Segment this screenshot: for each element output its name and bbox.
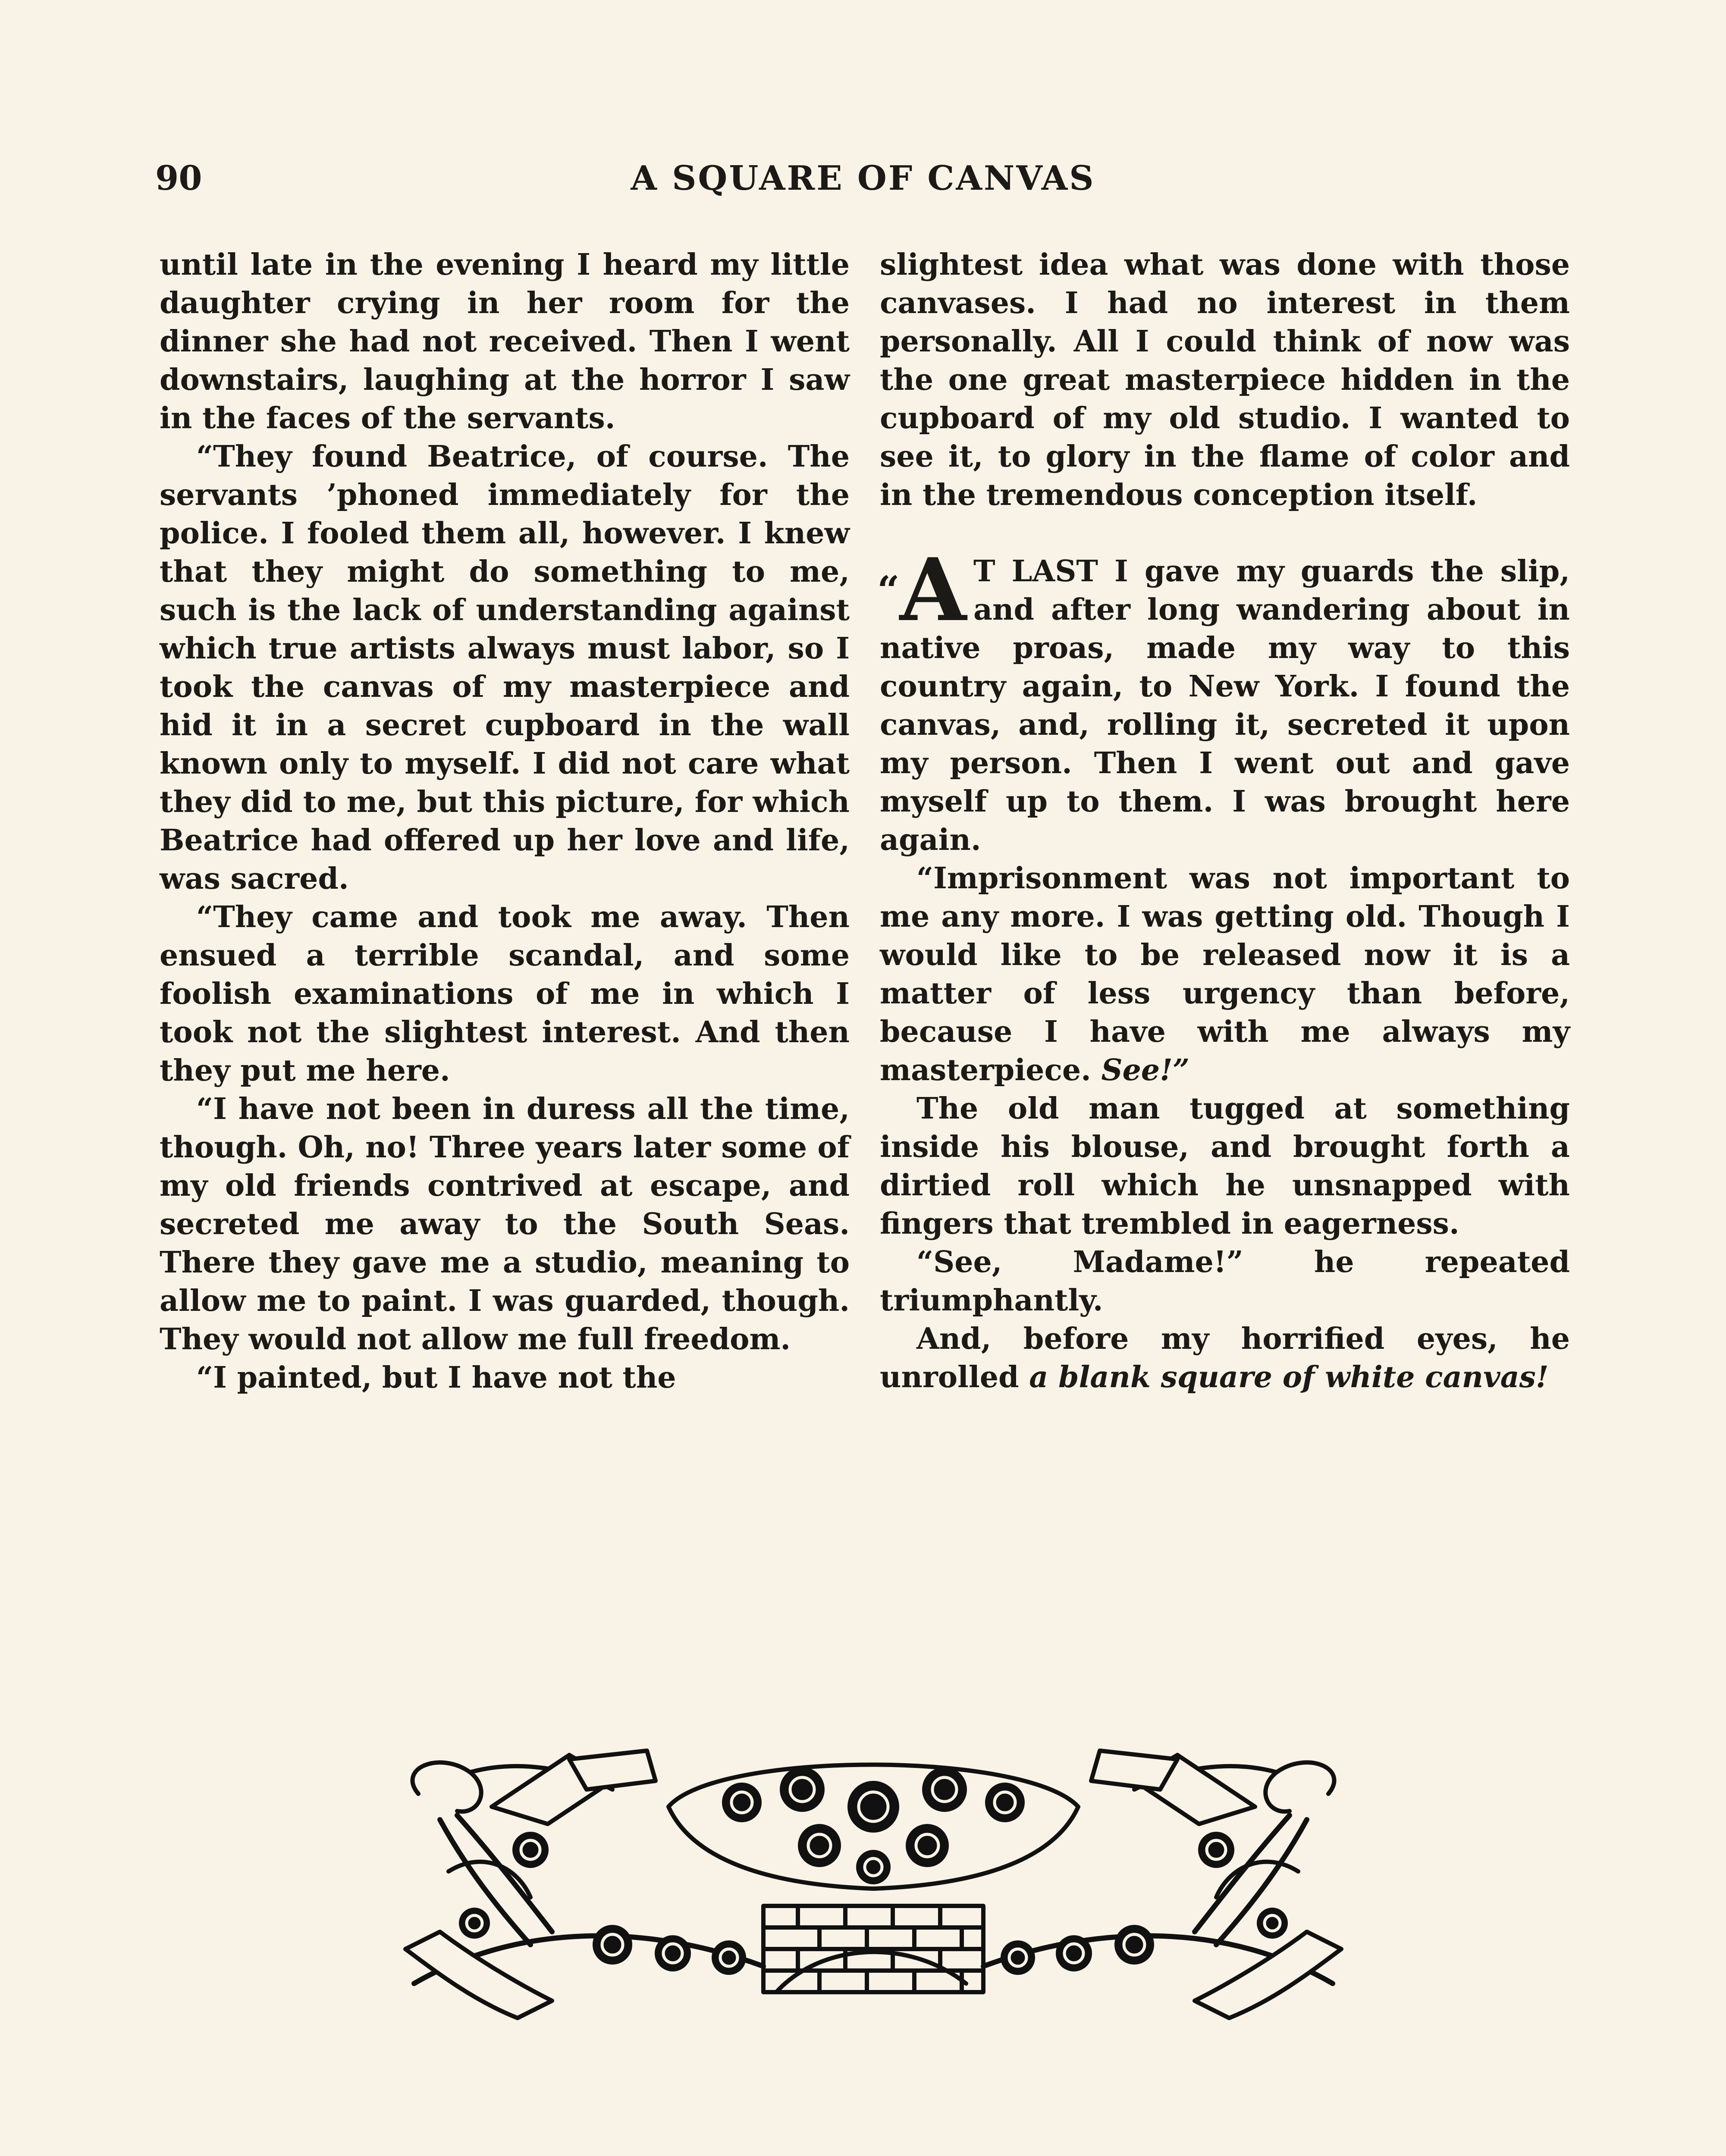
opening-quote: “ <box>877 567 900 613</box>
right-column <box>877 246 1570 1397</box>
paragraph <box>880 1320 1570 1397</box>
drop-cap <box>877 539 967 641</box>
paragraph: until late in the evening I heard my little daughter crying in her room for the dinner she had not received. Then I went downstairs, laughing at the horror I saw in the faces of the servants. <box>160 248 850 436</box>
paragraph: “I painted, but I have not the <box>196 1360 676 1395</box>
paragraph-text: And, before my horrified eyes, he unrolled <box>880 1322 1570 1395</box>
paragraph: “They found Beatrice, of course. The servants ’phoned immediately for the police. I fooled them all, however. I knew that they might do something to me, such is the lack of understanding against which true artists always must labor, so I took the canvas of my masterpiece and hid it in a secret cupboard in the wall known only to myself. I did not care what they did to me, but this picture, for which Beatrice had offered up her love and life, was sacred. <box>160 439 850 896</box>
paragraph: The old man tugged at something inside his blouse, and brought forth a dirtied roll which he unsnapped with fingers that trembled in eagerness. <box>880 1091 1570 1241</box>
drop-cap-letter: A <box>899 539 967 641</box>
page-number: 90 <box>155 159 202 198</box>
paragraph: “They came and took me away. Then ensued a terrible scandal, and some foolish examinations of me in which I took not the slightest interest. And then they put me here. <box>160 900 850 1088</box>
left-column <box>160 246 850 1397</box>
section-opening-paragraph <box>877 539 1570 859</box>
emphasis-text: See!” <box>1101 1053 1190 1087</box>
paragraph: slightest idea what was done with those canvases. I had no interest in them personally. All I could think of now was the one great masterpiece hidden in the cupboard of my old studio. I wanted to see it, to glory in the flame of color and in the tremendous conception itself. <box>880 248 1570 512</box>
paragraph: “See, Madame!” he repeated triumphantly. <box>880 1245 1570 1318</box>
paragraph: “I have not been in duress all the time, though. Oh, no! Three years later some of my old friends contrived at escape, and secreted me away to the South Seas. There they gave me a studio, meaning to allow me to paint. I was guarded, though. They would not allow me full freedom. <box>160 1092 850 1357</box>
paragraph-text: “Imprisonment was not important to me any more. I was getting old. Though I would like to be released now it is a matter of less urgency than before, because I have with me always my masterpiece. <box>880 861 1570 1087</box>
emphasis-text: a blank square of white canvas! <box>1029 1360 1549 1395</box>
paragraph <box>880 859 1570 1090</box>
paragraph-text: T LAST I gave my guards the slip, and after long wandering about in native proas, made my way to this country again, to New York. I found the canvas, and, rolling it, secreted it upon my person. Then I went out and gave myself up to them. I was brought here again. <box>880 554 1570 857</box>
running-title: A SQUARE OF CANVAS <box>631 159 1095 198</box>
floral-tailpiece-icon <box>388 1742 1359 2027</box>
